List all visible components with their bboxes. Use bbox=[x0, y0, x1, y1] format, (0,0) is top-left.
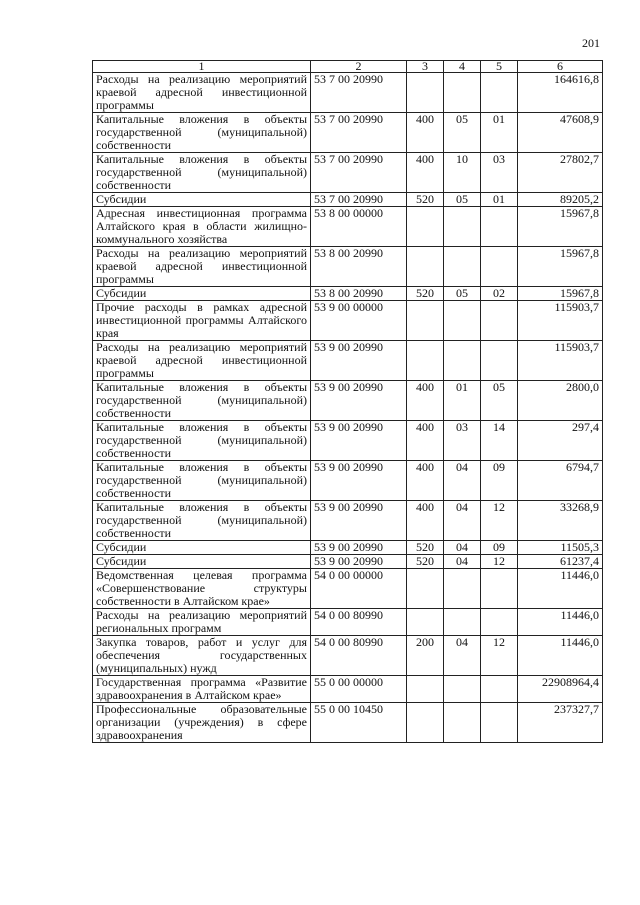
item-name-cell: Субсидии bbox=[93, 287, 311, 301]
target-code-cell: 53 7 00 20990 bbox=[311, 153, 407, 193]
amount-cell: 6794,7 bbox=[518, 461, 603, 501]
section-cell bbox=[444, 301, 481, 341]
subsection-cell: 02 bbox=[481, 287, 518, 301]
expense-type-cell: 400 bbox=[407, 501, 444, 541]
section-cell bbox=[444, 609, 481, 636]
target-code-cell: 53 9 00 20990 bbox=[311, 461, 407, 501]
target-code-cell: 55 0 00 00000 bbox=[311, 676, 407, 703]
table-row bbox=[93, 569, 603, 609]
header-row bbox=[93, 61, 603, 73]
column-header: 6 bbox=[518, 61, 603, 73]
subsection-cell bbox=[481, 569, 518, 609]
amount-cell: 15967,8 bbox=[518, 287, 603, 301]
item-name-cell: Ведомственная целевая программа «Совершенствование структуры собственности в Алтайском крае» bbox=[93, 569, 311, 609]
target-code-cell: 53 9 00 20990 bbox=[311, 381, 407, 421]
section-cell: 03 bbox=[444, 421, 481, 461]
subsection-cell: 14 bbox=[481, 421, 518, 461]
item-name-cell: Закупка товаров, работ и услуг для обеспечения государственных (муниципальных) нужд bbox=[93, 636, 311, 676]
section-cell: 04 bbox=[444, 541, 481, 555]
subsection-cell bbox=[481, 73, 518, 113]
table-row bbox=[93, 193, 603, 207]
subsection-cell bbox=[481, 341, 518, 381]
section-cell: 04 bbox=[444, 461, 481, 501]
section-cell bbox=[444, 207, 481, 247]
subsection-cell: 03 bbox=[481, 153, 518, 193]
expense-type-cell: 520 bbox=[407, 193, 444, 207]
item-name-cell: Государственная программа «Развитие здравоохранения в Алтайском крае» bbox=[93, 676, 311, 703]
amount-cell: 11446,0 bbox=[518, 569, 603, 609]
target-code-cell: 53 9 00 20990 bbox=[311, 541, 407, 555]
target-code-cell: 54 0 00 80990 bbox=[311, 636, 407, 676]
table-row bbox=[93, 301, 603, 341]
item-name-cell: Прочие расходы в рамках адресной инвестиционной программы Алтайского края bbox=[93, 301, 311, 341]
expense-type-cell: 400 bbox=[407, 153, 444, 193]
section-cell: 05 bbox=[444, 193, 481, 207]
column-header: 3 bbox=[407, 61, 444, 73]
subsection-cell: 01 bbox=[481, 193, 518, 207]
section-cell bbox=[444, 341, 481, 381]
target-code-cell: 53 7 00 20990 bbox=[311, 113, 407, 153]
expense-type-cell: 400 bbox=[407, 421, 444, 461]
subsection-cell: 12 bbox=[481, 501, 518, 541]
amount-cell: 115903,7 bbox=[518, 341, 603, 381]
section-cell: 04 bbox=[444, 636, 481, 676]
target-code-cell: 53 7 00 20990 bbox=[311, 73, 407, 113]
expense-type-cell: 520 bbox=[407, 541, 444, 555]
column-header: 1 bbox=[93, 61, 311, 73]
item-name-cell: Капитальные вложения в объекты государственной (муниципальной) собственности bbox=[93, 421, 311, 461]
subsection-cell: 12 bbox=[481, 636, 518, 676]
item-name-cell: Субсидии bbox=[93, 555, 311, 569]
expense-type-cell bbox=[407, 73, 444, 113]
expense-type-cell: 400 bbox=[407, 381, 444, 421]
target-code-cell: 55 0 00 10450 bbox=[311, 703, 407, 743]
section-cell bbox=[444, 73, 481, 113]
subsection-cell bbox=[481, 301, 518, 341]
amount-cell: 237327,7 bbox=[518, 703, 603, 743]
amount-cell: 22908964,4 bbox=[518, 676, 603, 703]
section-cell bbox=[444, 247, 481, 287]
expense-type-cell: 520 bbox=[407, 287, 444, 301]
expense-type-cell bbox=[407, 703, 444, 743]
expense-type-cell bbox=[407, 676, 444, 703]
target-code-cell: 54 0 00 00000 bbox=[311, 569, 407, 609]
target-code-cell: 53 9 00 20990 bbox=[311, 501, 407, 541]
item-name-cell: Капитальные вложения в объекты государственной (муниципальной) собственности bbox=[93, 113, 311, 153]
section-cell: 10 bbox=[444, 153, 481, 193]
item-name-cell: Расходы на реализацию мероприятий краевой адресной инвестиционной программы bbox=[93, 341, 311, 381]
section-cell bbox=[444, 569, 481, 609]
table-row bbox=[93, 555, 603, 569]
subsection-cell: 09 bbox=[481, 461, 518, 501]
amount-cell: 89205,2 bbox=[518, 193, 603, 207]
amount-cell: 33268,9 bbox=[518, 501, 603, 541]
table-row bbox=[93, 461, 603, 501]
table-row bbox=[93, 676, 603, 703]
table-row bbox=[93, 609, 603, 636]
table-row bbox=[93, 73, 603, 113]
section-cell: 04 bbox=[444, 501, 481, 541]
expense-type-cell bbox=[407, 609, 444, 636]
target-code-cell: 54 0 00 80990 bbox=[311, 609, 407, 636]
amount-cell: 27802,7 bbox=[518, 153, 603, 193]
amount-cell: 11446,0 bbox=[518, 636, 603, 676]
subsection-cell bbox=[481, 676, 518, 703]
table-row bbox=[93, 113, 603, 153]
table-row bbox=[93, 207, 603, 247]
amount-cell: 61237,4 bbox=[518, 555, 603, 569]
section-cell bbox=[444, 703, 481, 743]
target-code-cell: 53 8 00 20990 bbox=[311, 247, 407, 287]
section-cell bbox=[444, 676, 481, 703]
item-name-cell: Субсидии bbox=[93, 193, 311, 207]
section-cell: 05 bbox=[444, 113, 481, 153]
item-name-cell: Капитальные вложения в объекты государственной (муниципальной) собственности bbox=[93, 381, 311, 421]
item-name-cell: Расходы на реализацию мероприятий краевой адресной инвестиционной программы bbox=[93, 247, 311, 287]
subsection-cell: 09 bbox=[481, 541, 518, 555]
target-code-cell: 53 9 00 20990 bbox=[311, 555, 407, 569]
expense-type-cell: 400 bbox=[407, 461, 444, 501]
subsection-cell bbox=[481, 609, 518, 636]
target-code-cell: 53 9 00 20990 bbox=[311, 341, 407, 381]
amount-cell: 15967,8 bbox=[518, 247, 603, 287]
item-name-cell: Расходы на реализацию мероприятий краевой адресной инвестиционной программы bbox=[93, 73, 311, 113]
table-row bbox=[93, 381, 603, 421]
amount-cell: 15967,8 bbox=[518, 207, 603, 247]
item-name-cell: Адресная инвестиционная программа Алтайского края в области жилищно-коммунального хозяйства bbox=[93, 207, 311, 247]
subsection-cell: 05 bbox=[481, 381, 518, 421]
subsection-cell: 01 bbox=[481, 113, 518, 153]
table-row bbox=[93, 247, 603, 287]
item-name-cell: Капитальные вложения в объекты государственной (муниципальной) собственности bbox=[93, 153, 311, 193]
table-row bbox=[93, 636, 603, 676]
table-row bbox=[93, 153, 603, 193]
table-row bbox=[93, 501, 603, 541]
amount-cell: 115903,7 bbox=[518, 301, 603, 341]
amount-cell: 11446,0 bbox=[518, 609, 603, 636]
expense-type-cell: 520 bbox=[407, 555, 444, 569]
table-row bbox=[93, 341, 603, 381]
item-name-cell: Профессиональные образовательные организации (учреждения) в сфере здравоохранения bbox=[93, 703, 311, 743]
subsection-cell bbox=[481, 247, 518, 287]
item-name-cell: Субсидии bbox=[93, 541, 311, 555]
section-cell: 04 bbox=[444, 555, 481, 569]
subsection-cell bbox=[481, 703, 518, 743]
expense-type-cell bbox=[407, 301, 444, 341]
item-name-cell: Расходы на реализацию мероприятий региональных программ bbox=[93, 609, 311, 636]
expense-type-cell bbox=[407, 247, 444, 287]
target-code-cell: 53 8 00 00000 bbox=[311, 207, 407, 247]
amount-cell: 297,4 bbox=[518, 421, 603, 461]
column-header: 2 bbox=[311, 61, 407, 73]
subsection-cell bbox=[481, 207, 518, 247]
section-cell: 01 bbox=[444, 381, 481, 421]
target-code-cell: 53 7 00 20990 bbox=[311, 193, 407, 207]
item-name-cell: Капитальные вложения в объекты государственной (муниципальной) собственности bbox=[93, 461, 311, 501]
table-row bbox=[93, 703, 603, 743]
amount-cell: 11505,3 bbox=[518, 541, 603, 555]
page-number: 201 bbox=[582, 36, 600, 50]
section-cell: 05 bbox=[444, 287, 481, 301]
expense-type-cell bbox=[407, 207, 444, 247]
table-row bbox=[93, 421, 603, 461]
column-header: 5 bbox=[481, 61, 518, 73]
amount-cell: 47608,9 bbox=[518, 113, 603, 153]
expense-type-cell: 200 bbox=[407, 636, 444, 676]
table-row bbox=[93, 287, 603, 301]
budget-table bbox=[92, 60, 603, 743]
table-body bbox=[93, 73, 603, 743]
expense-type-cell bbox=[407, 341, 444, 381]
target-code-cell: 53 9 00 20990 bbox=[311, 421, 407, 461]
expense-type-cell bbox=[407, 569, 444, 609]
expense-type-cell: 400 bbox=[407, 113, 444, 153]
target-code-cell: 53 8 00 20990 bbox=[311, 287, 407, 301]
amount-cell: 164616,8 bbox=[518, 73, 603, 113]
target-code-cell: 53 9 00 00000 bbox=[311, 301, 407, 341]
column-header: 4 bbox=[444, 61, 481, 73]
item-name-cell: Капитальные вложения в объекты государственной (муниципальной) собственности bbox=[93, 501, 311, 541]
amount-cell: 2800,0 bbox=[518, 381, 603, 421]
table-row bbox=[93, 541, 603, 555]
subsection-cell: 12 bbox=[481, 555, 518, 569]
